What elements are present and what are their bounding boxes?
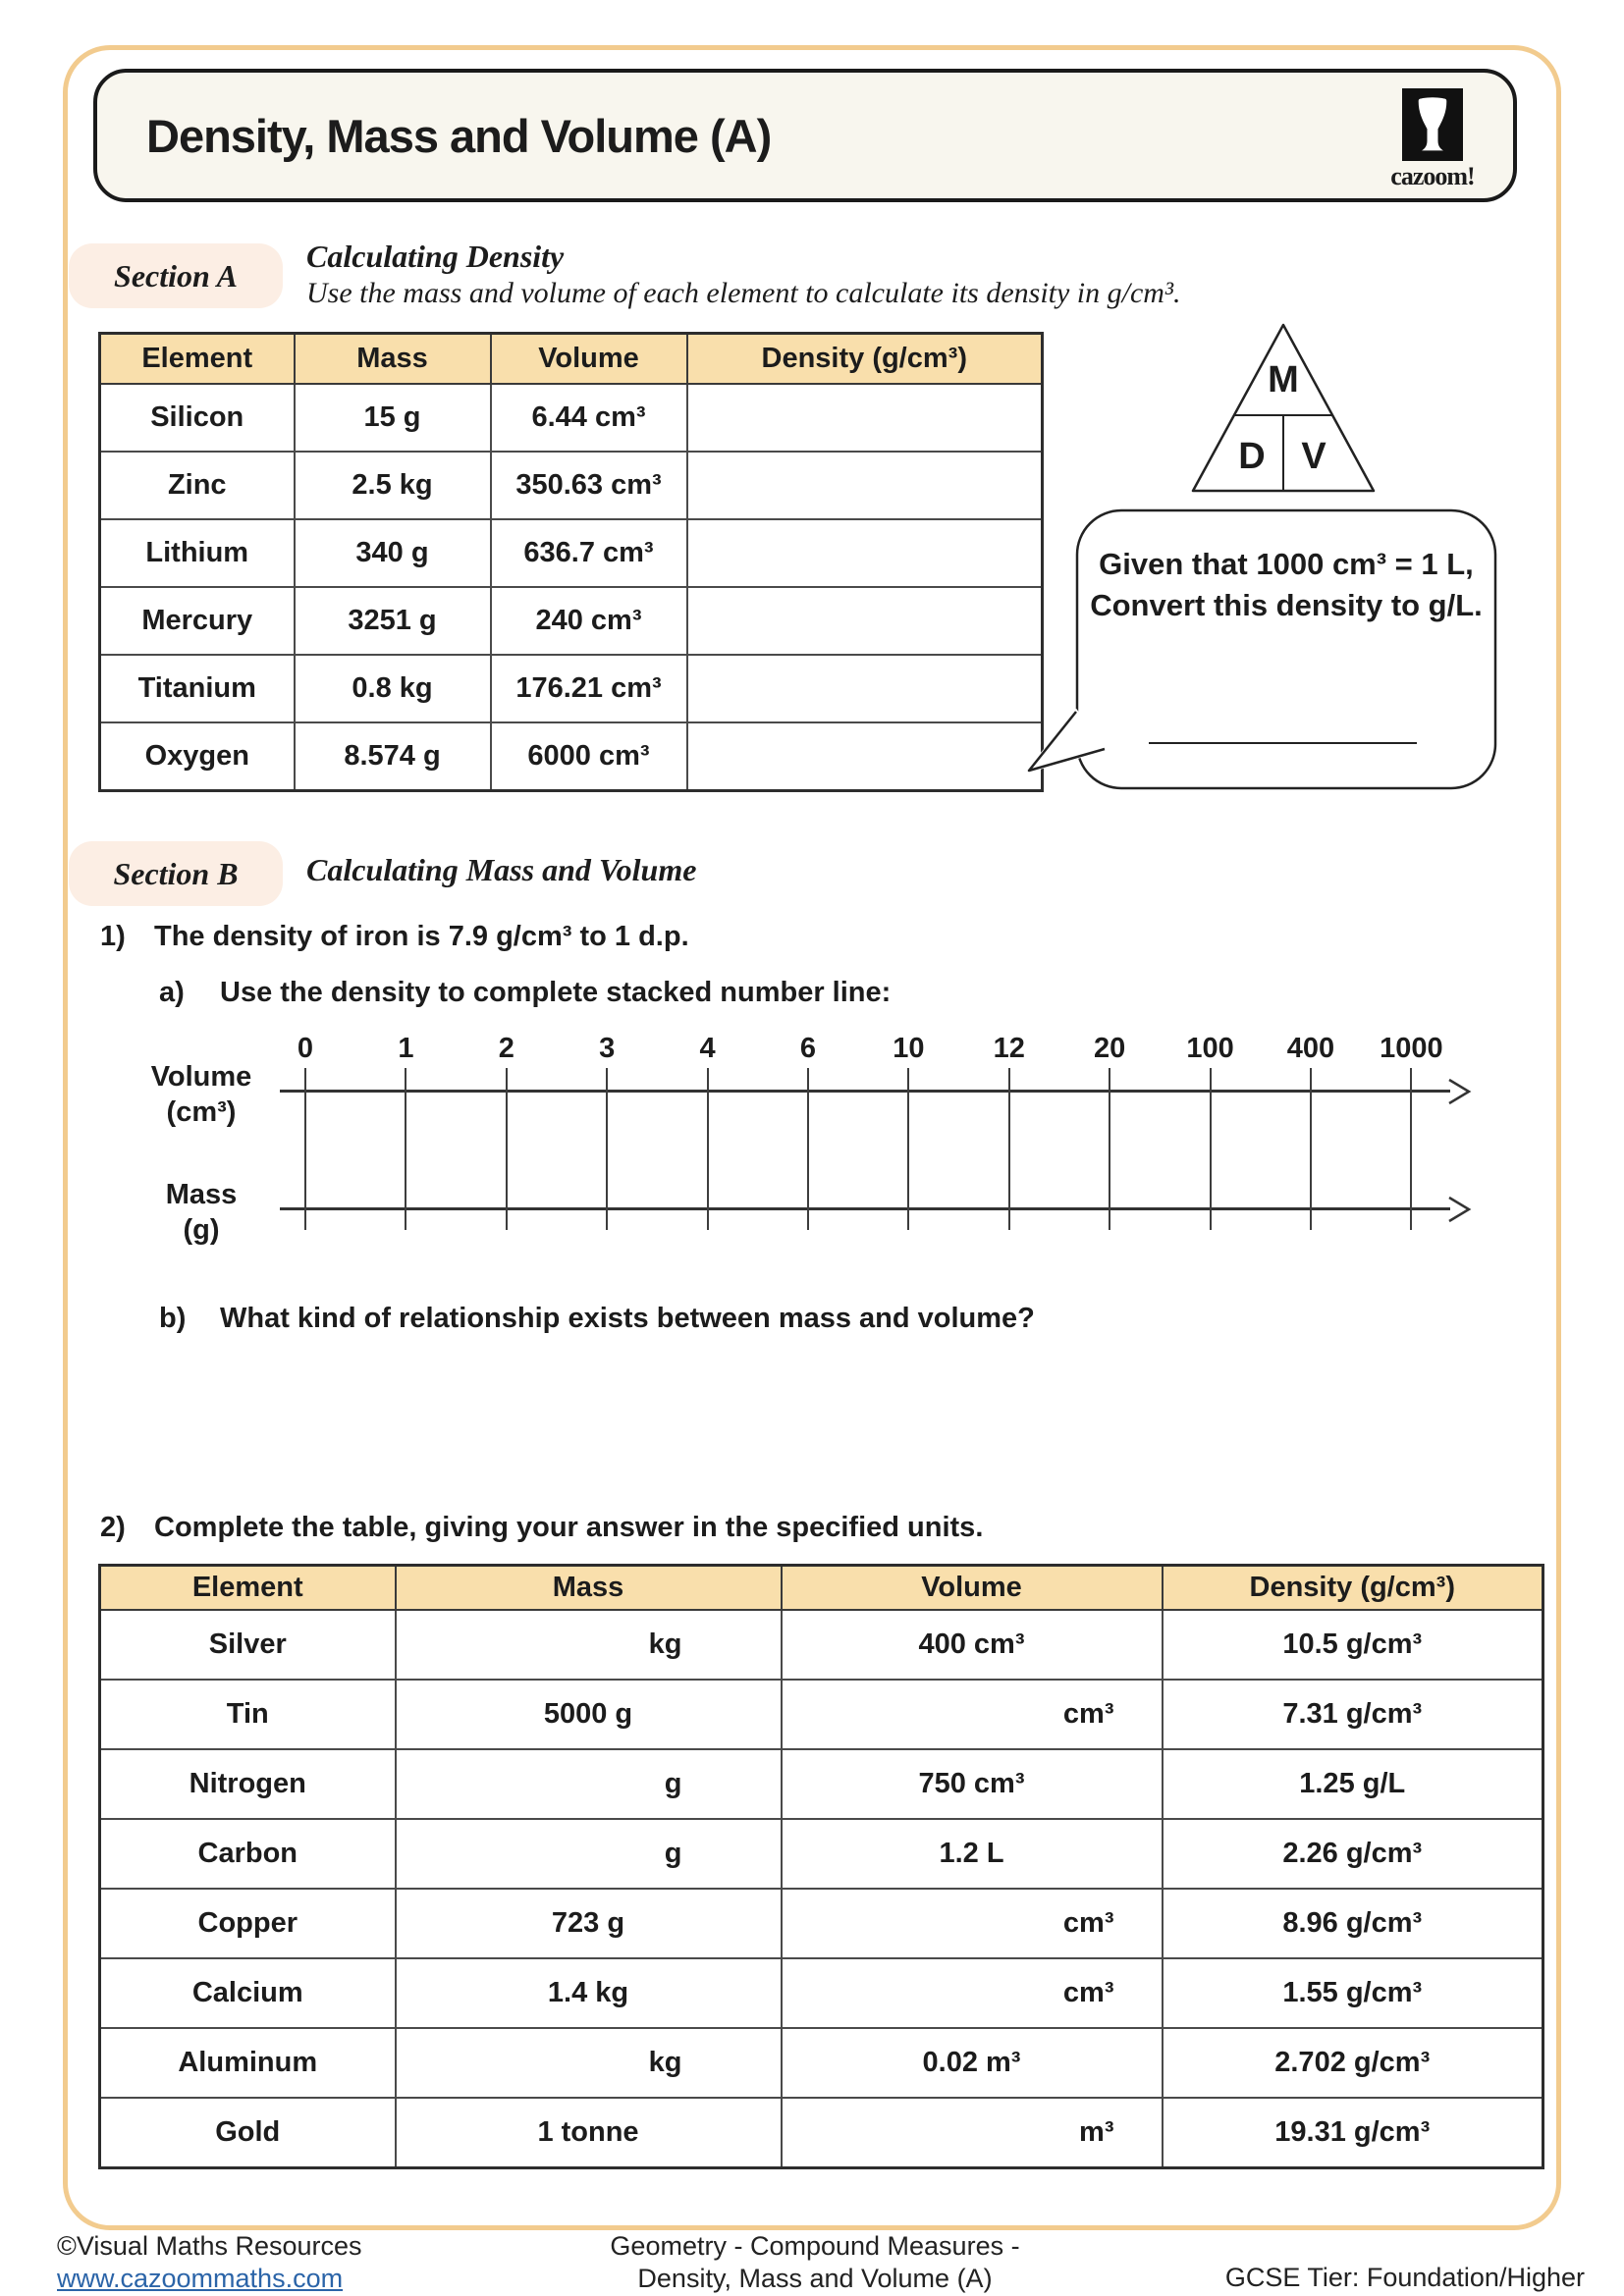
question-1-text: The density of iron is 7.9 g/cm³ to 1 d.p.: [154, 921, 689, 952]
cazoom-logo-square: [1402, 88, 1463, 161]
question-1b-number: b): [159, 1303, 187, 1334]
table-cell: 400 cm³: [782, 1610, 1163, 1680]
table-cell: 3251 g: [295, 587, 491, 655]
question-1b: [159, 1303, 1035, 1335]
section-a-heading: Calculating Density: [306, 239, 565, 274]
formula-triangle: [1183, 319, 1380, 501]
speech-bubble-line2: Convert this density to g/L.: [1090, 588, 1483, 622]
table-cell: Gold: [100, 2098, 396, 2168]
table-row: [100, 384, 1043, 452]
table-cell: 2.26 g/cm³: [1163, 1819, 1543, 1889]
question-1b-text: What kind of relationship exists between mass and volume?: [220, 1303, 1035, 1334]
table-cell: 1.55 g/cm³: [1163, 1958, 1543, 2028]
table-cell: 723 g: [396, 1889, 782, 1958]
table-cell: Tin: [100, 1680, 396, 1749]
table-cell: 15 g: [295, 384, 491, 452]
footer-left: [57, 2230, 362, 2295]
table-row: [100, 519, 1043, 587]
worksheet-header: [93, 69, 1517, 202]
numberline-tick-label: 3: [599, 1033, 616, 1064]
table-cell: Mercury: [100, 587, 295, 655]
numberline-tick: [1310, 1068, 1312, 1230]
numberline-ticks: [0, 1021, 1624, 1252]
stacked-number-line: [0, 1021, 1624, 1252]
table-cell: 176.21 cm³: [491, 655, 687, 722]
speech-bubble: [1021, 506, 1512, 800]
table-cell: 2.702 g/cm³: [1163, 2028, 1543, 2098]
table-cell: 19.31 g/cm³: [1163, 2098, 1543, 2168]
density-table: [98, 332, 1044, 792]
question-2: [100, 1512, 983, 1544]
table-cell: Copper: [100, 1889, 396, 1958]
numberline-tick-label: 2: [498, 1033, 514, 1064]
triangle-mass-letter: M: [1268, 359, 1299, 400]
table-cell: 340 g: [295, 519, 491, 587]
section-a-label-text: Section A: [114, 257, 238, 294]
section-a-instructions: Use the mass and volume of each element to calculate its density in g/cm³.: [306, 277, 1181, 309]
numberline-tick-label: 1: [398, 1033, 414, 1064]
numberline-tick-label: 0: [297, 1033, 314, 1064]
numberline-tick-label: 6: [799, 1033, 817, 1064]
question-1-number: 1): [100, 921, 126, 952]
mass-axis-unit: (g): [183, 1214, 220, 1246]
table-cell: Calcium: [100, 1958, 396, 2028]
question-2-text: Complete the table, giving your answer in the specified units.: [154, 1512, 984, 1543]
volume-axis-label: Volume: [150, 1061, 252, 1093]
footer-tier: GCSE Tier: Foundation/Higher: [1224, 2263, 1585, 2292]
answer-cell: [687, 384, 1043, 452]
page-title: Density, Mass and Volume (A): [146, 109, 772, 162]
table-cell: 7.31 g/cm³: [1163, 1680, 1543, 1749]
column-header: Element: [100, 334, 295, 385]
table-cell: Titanium: [100, 655, 295, 722]
table-row: [100, 587, 1043, 655]
column-header: Element: [100, 1566, 396, 1611]
table-row: [100, 1680, 1543, 1749]
column-header: Volume: [491, 334, 687, 385]
table-cell: cm³: [782, 1958, 1163, 2028]
column-header: Mass: [396, 1566, 782, 1611]
complete-the-table: [98, 1564, 1544, 2169]
question-1: [100, 921, 689, 953]
table-row: [100, 1889, 1543, 1958]
table-row: [100, 2098, 1543, 2168]
table-cell: 8.574 g: [295, 722, 491, 791]
numberline-tick-label: 10: [893, 1033, 925, 1064]
table-cell: Silver: [100, 1610, 396, 1680]
numberline-tick: [1410, 1068, 1412, 1230]
table-cell: g: [396, 1749, 782, 1819]
table-row: [100, 1958, 1543, 2028]
column-header: Mass: [295, 334, 491, 385]
mass-axis-label: Mass: [165, 1179, 238, 1210]
footer-center: [442, 2230, 1188, 2295]
numberline-tick: [506, 1068, 508, 1230]
table-cell: Lithium: [100, 519, 295, 587]
numberline-tick-label: 400: [1286, 1033, 1335, 1064]
footer-copyright: ©Visual Maths Resources: [57, 2231, 362, 2261]
cazoom-logo-text: cazoom!: [1390, 162, 1475, 190]
table-cell: kg: [396, 2028, 782, 2098]
table-row: [100, 1610, 1543, 1680]
table-cell: 0.8 kg: [295, 655, 491, 722]
table-cell: 6000 cm³: [491, 722, 687, 791]
triangle-density-letter: D: [1238, 436, 1266, 477]
table-cell: Nitrogen: [100, 1749, 396, 1819]
question-2-number: 2): [100, 1512, 126, 1543]
numberline-tick: [1109, 1068, 1110, 1230]
section-a-label: [69, 243, 283, 308]
table-cell: cm³: [782, 1889, 1163, 1958]
volume-axis-unit: (cm³): [166, 1096, 237, 1128]
column-header: Density (g/cm³): [687, 334, 1043, 385]
numberline-tick: [1210, 1068, 1212, 1230]
table-row: [100, 722, 1043, 791]
table-cell: 5000 g: [396, 1680, 782, 1749]
table-cell: 0.02 m³: [782, 2028, 1163, 2098]
table-cell: 1 tonne: [396, 2098, 782, 2168]
djembe-drum-icon: [1411, 96, 1454, 153]
numberline-tick-label: 1000: [1380, 1033, 1443, 1064]
table-cell: Silicon: [100, 384, 295, 452]
table-row: [100, 1749, 1543, 1819]
table-cell: kg: [396, 1610, 782, 1680]
table-cell: g: [396, 1819, 782, 1889]
numberline-tick: [606, 1068, 608, 1230]
table-cell: Carbon: [100, 1819, 396, 1889]
table-cell: 6.44 cm³: [491, 384, 687, 452]
table-cell: 10.5 g/cm³: [1163, 1610, 1543, 1680]
section-b-label: [69, 841, 283, 906]
numberline-tick: [907, 1068, 909, 1230]
column-header: Density (g/cm³): [1163, 1566, 1543, 1611]
question-1a-number: a): [159, 977, 185, 1008]
answer-cell: [687, 722, 1043, 791]
answer-cell: [687, 587, 1043, 655]
column-header: Volume: [782, 1566, 1163, 1611]
numberline-tick: [1008, 1068, 1010, 1230]
answer-cell: [687, 452, 1043, 519]
table-cell: 1.2 L: [782, 1819, 1163, 1889]
question-1a: [159, 977, 891, 1009]
numberline-tick: [707, 1068, 709, 1230]
table-row: [100, 2028, 1543, 2098]
table-cell: cm³: [782, 1680, 1163, 1749]
table-cell: 1.25 g/L: [1163, 1749, 1543, 1819]
section-b-heading: Calculating Mass and Volume: [306, 852, 697, 887]
table-cell: 2.5 kg: [295, 452, 491, 519]
table-cell: 1.4 kg: [396, 1958, 782, 2028]
footer-website-link[interactable]: www.cazoommaths.com: [57, 2264, 344, 2293]
table-row: [100, 1819, 1543, 1889]
numberline-tick-label: 12: [993, 1033, 1025, 1064]
question-1a-text: Use the density to complete stacked number line:: [220, 977, 892, 1008]
section-b-label-text: Section B: [113, 855, 239, 891]
table-row: [100, 655, 1043, 722]
answer-cell: [687, 519, 1043, 587]
table-cell: Oxygen: [100, 722, 295, 791]
table-cell: 636.7 cm³: [491, 519, 687, 587]
numberline-tick: [405, 1068, 406, 1230]
cazoom-logo: [1374, 88, 1491, 191]
table-cell: 750 cm³: [782, 1749, 1163, 1819]
table-cell: m³: [782, 2098, 1163, 2168]
speech-bubble-line1: Given that 1000 cm³ = 1 L,: [1099, 547, 1474, 581]
table-cell: 240 cm³: [491, 587, 687, 655]
footer-topic-line1: Geometry - Compound Measures -: [610, 2231, 1020, 2261]
table-cell: 350.63 cm³: [491, 452, 687, 519]
numberline-tick: [807, 1068, 809, 1230]
table-row: [100, 452, 1043, 519]
numberline-tick-label: 20: [1094, 1033, 1126, 1064]
table-cell: 8.96 g/cm³: [1163, 1889, 1543, 1958]
table-cell: Zinc: [100, 452, 295, 519]
footer-topic-line2: Density, Mass and Volume (A): [637, 2264, 993, 2293]
triangle-volume-letter: V: [1301, 436, 1326, 477]
numberline-tick-label: 100: [1186, 1033, 1234, 1064]
numberline-tick-label: 4: [699, 1033, 716, 1064]
table-cell: Aluminum: [100, 2028, 396, 2098]
numberline-tick: [304, 1068, 306, 1230]
answer-cell: [687, 655, 1043, 722]
